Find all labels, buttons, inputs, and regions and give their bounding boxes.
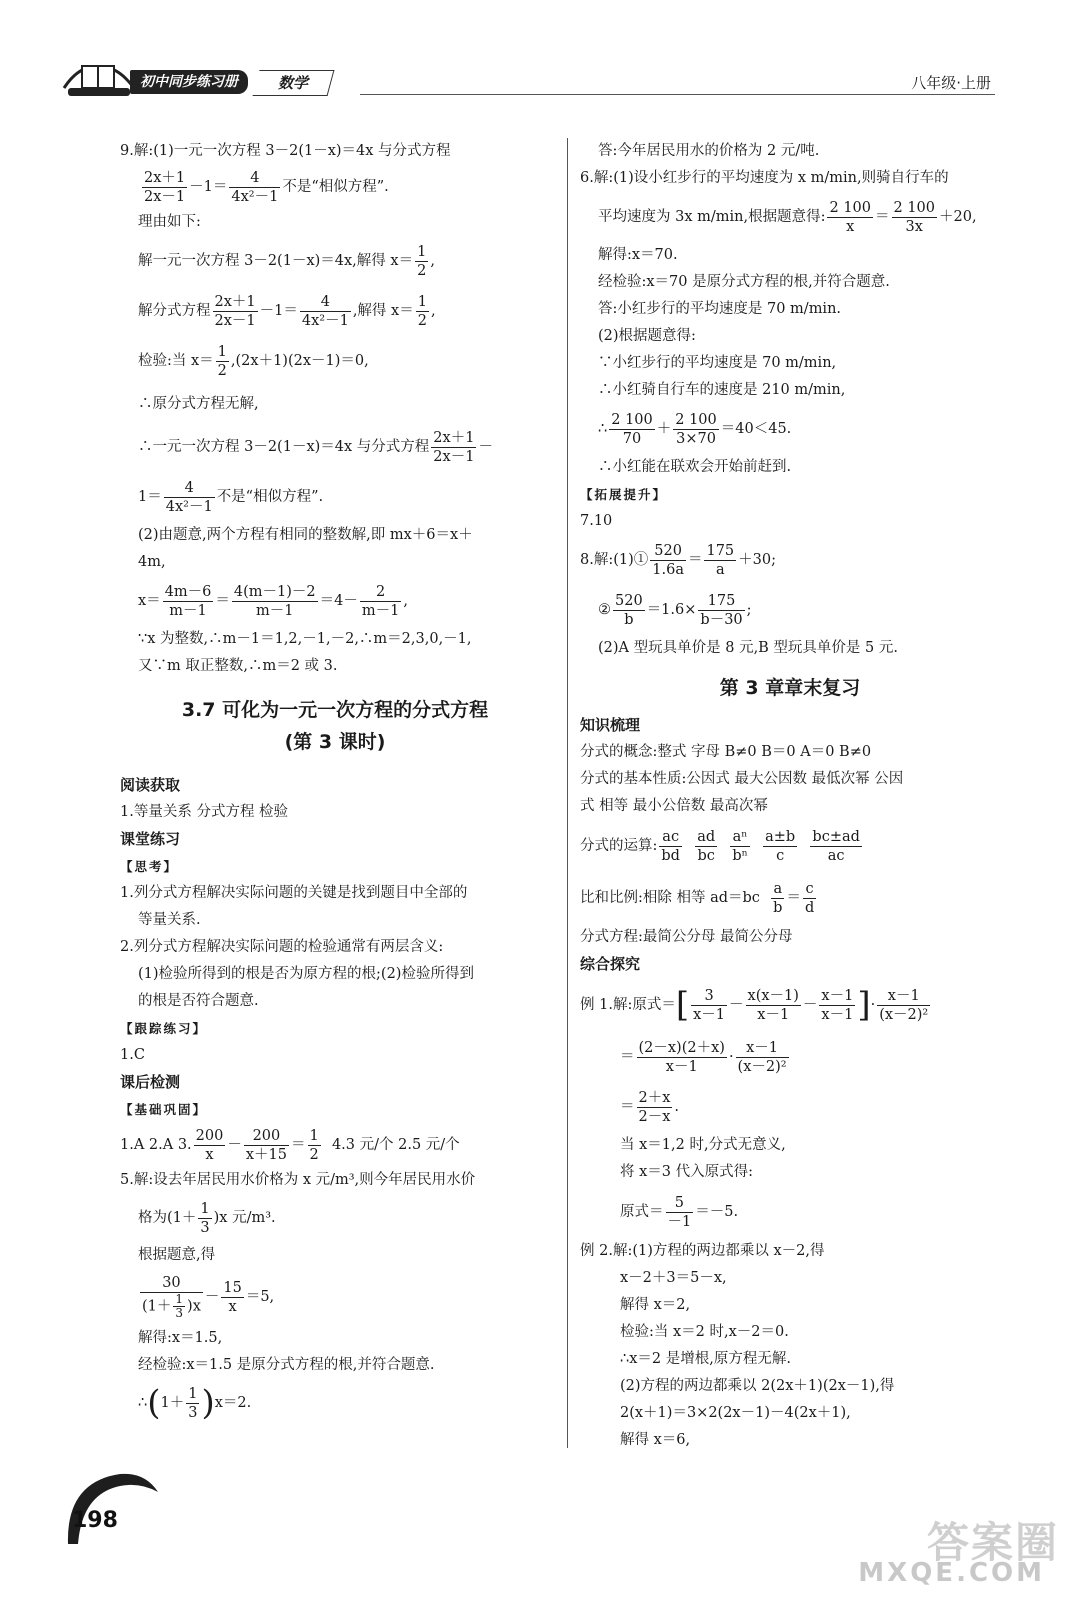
fraction: $\frac{x(x-1)}{x-1}$ — [747, 987, 799, 1023]
heading-comprehensive: 综合探究 — [580, 955, 641, 973]
heading-knowledge: 知识梳理 — [580, 716, 641, 734]
chapter-review-title: 第 3 章章末复习 — [719, 677, 861, 699]
q9-line4: 解一元一次方程 3－2(1－x)＝4x,解得 x＝ $\frac{1}{2}$ , — [138, 243, 435, 279]
fraction: $\frac{1}{3}$ — [188, 1385, 198, 1421]
knowledge-2: 分式的基本性质:公因式 最大公因数 最低次幂 公因 — [580, 771, 904, 787]
page-number: 198 — [72, 1508, 118, 1533]
fraction: $\frac{2 100}{3x}$ — [893, 199, 936, 235]
think-2: 2.列分式方程解决实际问题的检验通常有两层含义: — [120, 939, 444, 955]
q6-line4: 经检验:x＝70 是原分式方程的根,并符合题意. — [598, 274, 890, 290]
fraction: $\frac{x-1}{\text{(x－2)²}}$ — [737, 1039, 787, 1075]
fraction: $\frac{1}{3}$ — [200, 1200, 210, 1236]
fraction: $\frac{\text{aⁿ}}{\text{bⁿ}}$ — [732, 828, 748, 864]
fraction: $\frac{ac}{bd}$ — [661, 828, 680, 864]
example2-line5: ∴x＝2 是增根,原方程无解. — [620, 1351, 791, 1367]
q9-line3: 理由如下: — [138, 214, 201, 230]
fraction: $\frac{1}{3}$ — [175, 1292, 184, 1320]
knowledge-4: 比和比例:相除 相等 ad＝bc $\frac{a}{b}$ ＝ $\frac{c}{d}$ — [580, 880, 815, 916]
watermark-logo: 答案圈 — [926, 1518, 1059, 1567]
example1-line1: 例 1.解:原式＝[ $\frac{3}{x-1}$ － $\frac{x(x-1)}{x-1}$ － $\frac{x-1}{x-1}$ ]· $\frac{x-1}{\text{(x－2)²}}$ — [580, 985, 929, 1025]
q5-line5: 解得:x＝1.5, — [138, 1330, 223, 1346]
fraction: $\frac{a}{b}$ — [773, 880, 783, 916]
fraction: $\frac{200}{x}$ — [195, 1127, 224, 1163]
q9-line5: 解分式方程 $\frac{2x+1}{2x-1}$ －1＝ $\frac{4}{\text{4x²－1}}$ ,解得 x＝ $\frac{1}{2}$ , — [138, 293, 436, 329]
q9-line8: ∴一元一次方程 3－2(1－x)＝4x 与分式方程 $\frac{2x+1}{2x-1}$ － — [138, 429, 493, 465]
q9-line9: 1＝ $\frac{4}{\text{4x²－1}}$ 不是“相似方程”. — [138, 479, 324, 515]
q6-line3: 解得:x＝70. — [598, 247, 678, 263]
example2-line8: 解得 x＝6, — [620, 1432, 691, 1448]
q6-line1: 6.解:(1)设小红步行的平均速度为 x m/min,则骑自行车的 — [580, 170, 949, 186]
answer-water: 答:今年居民用水的价格为 2 元/吨. — [598, 143, 820, 159]
fraction: $\frac{2x+1}{2x-1}$ — [433, 429, 475, 465]
fraction: $\frac{2x+1}{2x-1}$ — [214, 293, 256, 329]
fraction: $\frac{c}{d}$ — [804, 880, 815, 916]
fraction: $\frac{1}{2}$ — [309, 1127, 319, 1163]
q8-line3: (2)A 型玩具单价是 8 元,B 型玩具单价是 5 元. — [598, 640, 898, 656]
subject-label: 数学 — [253, 70, 335, 96]
q5-line2: 格为(1＋ $\frac{1}{3}$ )x 元/m³. — [138, 1200, 276, 1236]
fraction: $\frac{1}{2}$ — [417, 293, 427, 329]
example1-line3: ＝ $\frac{2+x}{2-x}$ . — [620, 1089, 680, 1125]
fraction: $\frac{175}{b-30}$ — [700, 592, 743, 628]
q5-line6: 经检验:x＝1.5 是原分式方程的根,并符合题意. — [138, 1357, 435, 1373]
q9-line12: x＝ $\frac{4m-6}{m-1}$ ＝ $\frac{4(m-1)-2}{m-1}$ ＝4－ $\frac{2}{m-1}$ , — [138, 583, 408, 619]
q9-line2: $\frac{2x+1}{2x-1}$ －1＝ $\frac{4}{\text{4x²－1}}$ 不是“相似方程”. — [144, 169, 389, 205]
example2-line7: 2(x＋1)＝3×2(2x－1)－4(2x＋1), — [620, 1405, 851, 1421]
knowledge-2b: 式 相等 最小公倍数 最高次幂 — [580, 798, 768, 814]
basic-answers: 1.A 2.A 3. $\frac{200}{x}$ － $\frac{200}{x+15}$ ＝ $\frac{1}{2}$ 4.3 元/个 2.5 元/个 — [120, 1127, 460, 1163]
q9-line14: 又∵m 取正整数,∴m＝2 或 3. — [138, 658, 338, 674]
q5-line7: ∴(1＋ $\frac{1}{3}$ )x＝2. — [138, 1383, 252, 1423]
think-2b: (1)检验所得到的根是否为原方程的根;(2)检验所得到 — [138, 966, 474, 982]
series-banner: 初中同步练习册 — [130, 70, 248, 94]
fraction: $\frac{a\pm b}{c}$ — [765, 828, 796, 864]
tag-think: 【思考】 — [120, 859, 179, 874]
q9-line10: (2)由题意,两个方程有相同的整数解,即 mx＋6＝x＋ — [138, 527, 473, 543]
example2-line6: (2)方程的两边都乘以 2(2x＋1)(2x－1),得 — [620, 1378, 895, 1394]
column-divider — [567, 138, 568, 1448]
fraction: $\frac{2+x}{2-x}$ — [638, 1089, 671, 1125]
q9-line11: 4m, — [138, 554, 166, 570]
q8-line2: ② $\frac{520}{b}$ ＝1.6× $\frac{175}{b-30}$ ; — [598, 592, 752, 628]
fraction: $\frac{2}{m-1}$ — [361, 583, 400, 619]
q6-line9: ∴ $\frac{2 100}{70}$ ＋ $\frac{2 100}{3\times 70}$ ＝40＜45. — [598, 411, 792, 447]
fraction: $\frac{4(m-1)-2}{m-1}$ — [233, 583, 316, 619]
tag-extension: 【拓展提升】 — [580, 487, 668, 502]
fraction: $\frac{520}{b}$ — [615, 592, 643, 628]
knowledge-5: 分式方程:最简公分母 最简公分母 — [580, 929, 793, 945]
q5-line1: 5.解:设去年居民用水价格为 x 元/m³,则今年居民用水价 — [120, 1172, 476, 1188]
example1-sub: 将 x＝3 代入原式得: — [620, 1164, 754, 1180]
book-logo-icon — [60, 58, 138, 98]
q6-line2: 平均速度为 3x m/min,根据题意得: $\frac{2 100}{x}$ ＝ $\frac{2 100}{3x}$ ＋20, — [598, 199, 977, 235]
fraction: $\frac{2 100}{3\times 70}$ — [675, 411, 717, 447]
q5-line4: 30 (1＋ $\frac{1}{3}$ )x － $\frac{15}{x}$ ＝5, — [142, 1275, 275, 1320]
think-1b: 等量关系. — [138, 912, 201, 928]
left-column — [120, 138, 550, 1427]
fraction: $\frac{2x+1}{2x-1}$ — [144, 169, 186, 205]
fraction: $\frac{4}{\text{4x²－1}}$ — [231, 169, 279, 205]
think-2c: 的根是否符合题意. — [138, 993, 259, 1009]
q9-line7: ∴原分式方程无解, — [138, 396, 259, 412]
fraction: $\frac{520}{1.6a}$ — [652, 542, 684, 578]
watermark-url: MXQE.COM — [858, 1558, 1045, 1588]
fraction: $\frac{200}{x+15}$ — [245, 1127, 287, 1163]
fraction: $\frac{4}{\text{4x²－1}}$ — [165, 479, 213, 515]
example1-result: 原式＝ $\frac{5}{-1}$ ＝－5. — [620, 1194, 739, 1230]
header-rule — [360, 94, 995, 95]
q9-line6: 检验:当 x＝ $\frac{1}{2}$ ,(2x＋1)(2x－1)＝0, — [138, 343, 369, 379]
think-1: 1.列分式方程解决实际问题的关键是找到题目中全部的 — [120, 885, 468, 901]
example2-line2: x－2＋3＝5－x, — [620, 1270, 727, 1286]
fraction: $\frac{ad}{bc}$ — [697, 828, 716, 864]
page-header — [60, 58, 995, 100]
example2-line1: 例 2.解:(1)方程的两边都乘以 x－2,得 — [580, 1243, 825, 1259]
fraction: $\frac{bc\pm ad}{ac}$ — [812, 828, 860, 864]
q6-line5: 答:小红步行的平均速度是 70 m/min. — [598, 301, 842, 317]
right-column — [580, 138, 1000, 1454]
read-answer: 1.等量关系 分式方程 检验 — [120, 804, 289, 820]
q6-line6: (2)根据题意得: — [598, 328, 696, 344]
knowledge-3: 分式的运算: $\frac{ac}{bd}$ $\frac{ad}{bc}$ $\frac{\text{aⁿ}}{\text{bⁿ}}$ $\frac{a\pm b}{c}$ $\frac{bc\pm ad}{ac}$ — [580, 828, 860, 864]
fraction: 30 (1＋ $\frac{1}{3}$ )x — [142, 1275, 201, 1320]
fraction: $\frac{2 100}{70}$ — [611, 411, 653, 447]
fraction: $\frac{1}{2}$ — [417, 243, 427, 279]
fraction: $\frac{x-1}{x-1}$ — [821, 987, 854, 1023]
q6-line10: ∴小红能在联欢会开始前赶到. — [598, 459, 792, 475]
track-answer: 1.C — [120, 1047, 145, 1063]
fraction: $\frac{15}{x}$ — [223, 1279, 242, 1315]
fraction: $\frac{1}{2}$ — [217, 343, 227, 379]
q6-line7: ∵小红步行的平均速度是 70 m/min, — [598, 355, 837, 371]
heading-read: 阅读获取 — [120, 776, 181, 794]
fraction: $\frac{4m-6}{m-1}$ — [164, 583, 212, 619]
fraction: $\frac{5}{-1}$ — [667, 1194, 692, 1230]
q7-answer: 7.10 — [580, 513, 613, 529]
grade-label: 八年级·上册 — [911, 74, 991, 92]
example1-when: 当 x＝1,2 时,分式无意义, — [620, 1137, 786, 1153]
example1-line2: ＝ $\frac{(2-x)(2+x)}{x-1}$ · $\frac{x-1}{\text{(x－2)²}}$ — [620, 1039, 787, 1075]
q6-line8: ∴小红骑自行车的速度是 210 m/min, — [598, 382, 846, 398]
fraction: $\frac{3}{x-1}$ — [693, 987, 726, 1023]
fraction: $\frac{175}{a}$ — [706, 542, 735, 578]
example2-line3: 解得 x＝2, — [620, 1297, 691, 1313]
heading-class-practice: 课堂练习 — [120, 830, 181, 848]
fraction: $\frac{x-1}{\text{(x－2)²}}$ — [879, 987, 929, 1023]
section-title: 3.7 可化为一元一次方程的分式方程 (第 3 课时) — [181, 699, 489, 753]
fraction: $\frac{2 100}{x}$ — [829, 199, 871, 235]
tag-basic: 【基础巩固】 — [120, 1102, 208, 1117]
fraction: $\frac{4}{\text{4x²－1}}$ — [301, 293, 349, 329]
q9-line1: 9.解:(1)一元一次方程 3－2(1－x)＝4x 与分式方程 — [120, 143, 451, 159]
q8-line1: 8.解:(1)① $\frac{520}{1.6a}$ ＝ $\frac{175}{a}$ ＋30; — [580, 542, 777, 578]
heading-after-class: 课后检测 — [120, 1073, 181, 1091]
tag-track: 【跟踪练习】 — [120, 1021, 208, 1036]
fraction: $\frac{(2-x)(2+x)}{x-1}$ — [638, 1039, 725, 1075]
q9-line13: ∵x 为整数,∴m－1＝1,2,－1,－2,∴m＝2,3,0,－1, — [138, 631, 472, 647]
knowledge-1: 分式的概念:整式 字母 B≠0 B＝0 A＝0 B≠0 — [580, 744, 872, 760]
q5-line3: 根据题意,得 — [138, 1247, 216, 1263]
example2-line4: 检验:当 x＝2 时,x－2＝0. — [620, 1324, 789, 1340]
